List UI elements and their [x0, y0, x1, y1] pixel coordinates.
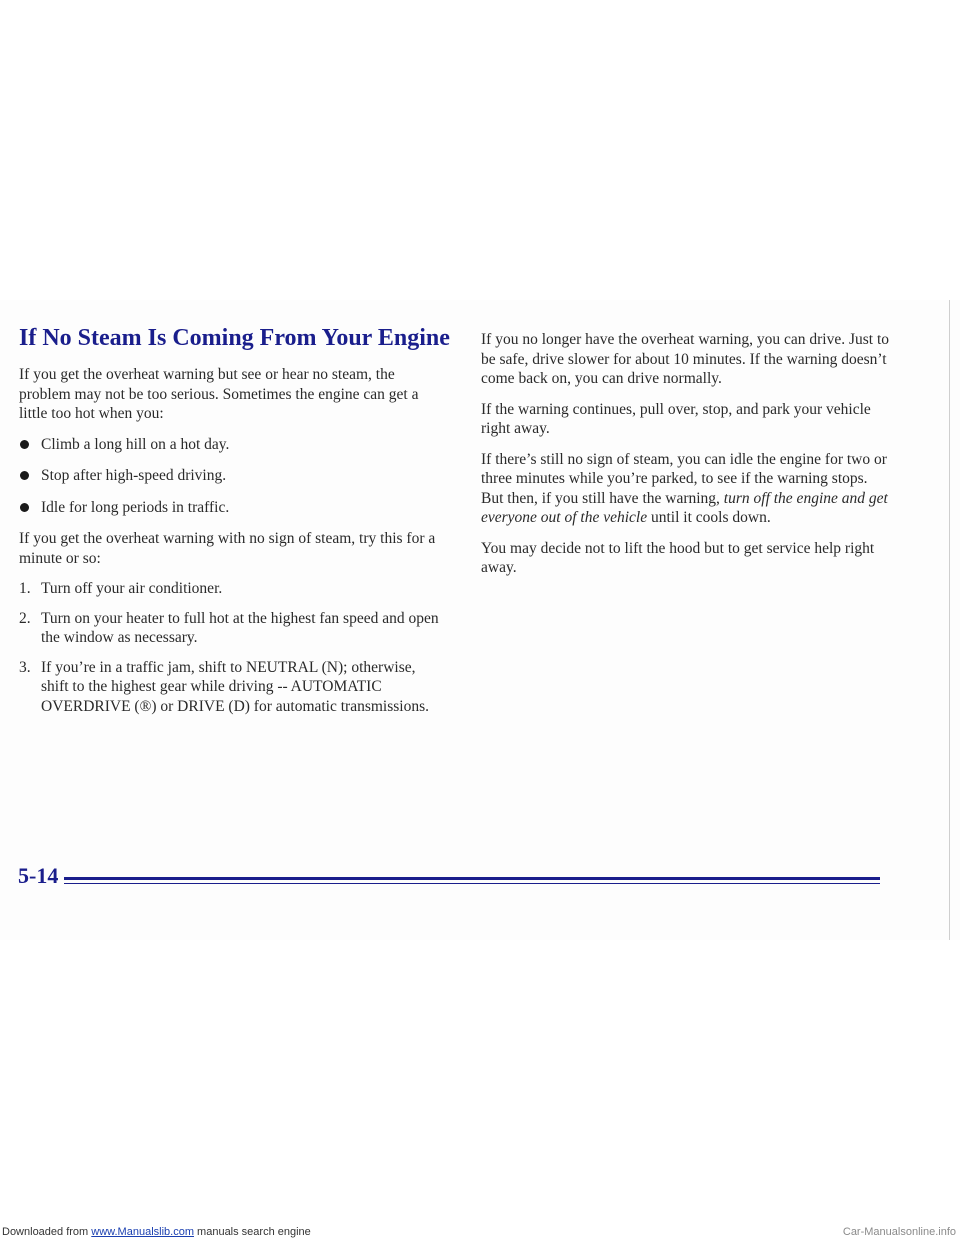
page-edge-line	[949, 300, 950, 940]
section-heading: If No Steam Is Coming From Your Engine	[19, 325, 450, 351]
step-text: Turn on your heater to full hot at the highest fan speed and open the window as necessary.	[41, 609, 439, 646]
step-number: 1.	[19, 580, 31, 597]
step-item	[19, 609, 439, 648]
footer-rule	[64, 877, 880, 880]
list-item: Idle for long periods in traffic.	[19, 498, 439, 518]
left-column	[19, 365, 439, 726]
page-number: 5-14	[18, 863, 59, 888]
download-footer-bar	[0, 1223, 960, 1242]
watermark-text: Car-Manualsonline.info	[842, 1226, 956, 1238]
cause-list	[19, 435, 439, 518]
step-number: 2.	[19, 609, 31, 627]
step-item	[19, 579, 439, 599]
paragraph: If the warning continues, pull over, stop, and park your vehicle right away.	[481, 400, 871, 437]
bullet-icon	[20, 471, 29, 480]
paragraph: If there’s still no sign of steam, you can idle the engine for two or three minutes while you’re parked, to see if the warning stops. But then, if you still have the warning, turn off the engine and get everyone out of the vehicle until it cools down.	[481, 450, 888, 526]
bullet-icon	[20, 503, 29, 512]
bullet-icon	[20, 440, 29, 449]
list-item: Stop after high-speed driving.	[19, 466, 439, 486]
paragraph: You may decide not to lift the hood but to get service help right away.	[481, 539, 875, 576]
intro-paragraph: If you get the overheat warning but see or hear no steam, the problem may not be too serious. Sometimes the engine can get a little too hot when you:	[19, 366, 419, 422]
manualslib-link[interactable]: www.Manualslib.com	[91, 1226, 194, 1238]
step-number: 3.	[19, 658, 31, 676]
download-credit: Downloaded from www.Manualslib.com manuals search engine	[2, 1226, 311, 1238]
emphasis-text: turn off the engine and get everyone out of the vehicle	[481, 489, 888, 526]
list-item: Climb a long hill on a hot day.	[19, 435, 439, 455]
right-column	[481, 330, 891, 589]
steps-intro-paragraph: If you get the overheat warning with no sign of steam, try this for a minute or so:	[19, 530, 436, 567]
paragraph: If you no longer have the overheat warning, you can drive. Just to be safe, drive slower for about 10 minutes. If the warning doesn’t come back on, you can drive normally.	[481, 331, 890, 387]
footer-rule-thin	[64, 883, 880, 884]
steps-list	[19, 579, 439, 716]
step-text: Turn off your air conditioner.	[41, 580, 223, 597]
step-text: If you’re in a traffic jam, shift to NEUTRAL (N); otherwise, shift to the highest gear while driving -- AUTOMATIC OVERDRIVE (®) or DRIVE (D) for automatic transmissions.	[41, 658, 430, 715]
step-item	[19, 658, 439, 717]
